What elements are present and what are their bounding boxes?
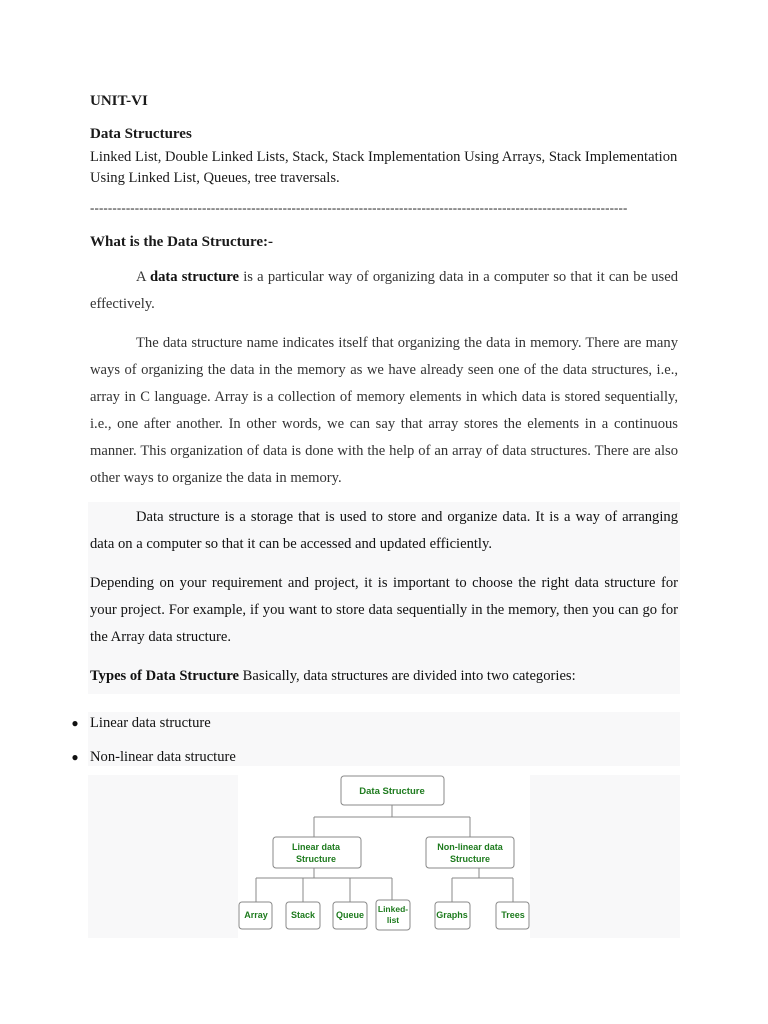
- graphs-node: [435, 902, 470, 929]
- bullet-icon: ●: [71, 716, 79, 730]
- bullet-text: Non-linear data structure: [90, 749, 236, 765]
- array-node: [239, 902, 272, 929]
- bullet-text: Linear data structure: [90, 715, 211, 731]
- linear-node: [273, 837, 361, 868]
- linear-label-line1: Linear data: [291, 842, 341, 852]
- paragraph-definition: [90, 264, 678, 318]
- trees-label: Trees: [501, 910, 525, 920]
- p1-pre: A: [136, 269, 150, 285]
- types-bullet-list: [60, 712, 236, 780]
- nonlinear-label-line1: Non-linear data: [437, 842, 503, 852]
- linear-label-line2: Structure: [295, 854, 337, 864]
- linked-list-node: [376, 900, 410, 930]
- nonlinear-node: [426, 837, 514, 868]
- list-item: [60, 712, 236, 746]
- paragraph-explanation: [90, 330, 678, 492]
- graphs-label: Graphs: [436, 910, 468, 920]
- array-label: Array: [244, 910, 268, 920]
- nonlinear-label-line2: Structure: [449, 854, 491, 864]
- p1-post: is a particular way of organizing data in a computer so that it can be used effectively.: [90, 269, 679, 312]
- topics-list: Linked List, Double Linked Lists, Stack, Stack Implementation Using Arrays, Stack Implementation Using Linked List, Queues, tree traversals.: [90, 149, 678, 186]
- p4-text: Depending on your requirement and project, it is important to choose the right data structure for your project. For example, if you want to store data sequentially in the memory, then you can go for the Array data structure.: [90, 575, 678, 645]
- question-heading: What is the Data Structure:-: [90, 234, 274, 250]
- root-label: Data Structure: [359, 786, 425, 797]
- p3-text: Data structure is a storage that is used to store and organize data. It is a way of arranging data on a computer so that it can be accessed and updated efficiently.: [90, 509, 678, 552]
- queue-label: Queue: [335, 910, 365, 920]
- stack-node: [286, 902, 320, 929]
- p1-bold: data structure: [149, 269, 240, 285]
- p2-text: The data structure name indicates itself that organizing the data in memory. There are many ways of organizing the data in the memory as we have already seen one of the data structures, i.e., array in C language. Array is a collection of memory elements in which data is stored sequentially, i.e., one after another. In other words, we can say that array stores the elements in a continuous manner. This organization of data is done with the help of an array of data structures. There are also other ways to organize the data in memory.: [90, 335, 678, 486]
- linked-list-label-line1: Linked-: [377, 904, 409, 914]
- section-title: Data Structures: [90, 126, 192, 142]
- paragraph-storage: [90, 504, 678, 558]
- data-structure-diagram: [238, 775, 530, 938]
- stack-label: Stack: [290, 910, 316, 920]
- root-node: [341, 776, 444, 805]
- linked-list-label-line2: list: [386, 915, 400, 925]
- p5-bold: Types of Data Structure: [90, 668, 240, 684]
- paragraph-types: [90, 663, 678, 690]
- p5-post: Basically, data structures are divided into two categories:: [239, 668, 576, 684]
- bullet-icon: ●: [71, 750, 79, 764]
- paragraph-requirement: [90, 570, 678, 651]
- trees-node: [496, 902, 529, 929]
- separator-line: ------------------------------------------------------------------------------------------------------------------------: [90, 200, 628, 215]
- queue-node: [333, 902, 367, 929]
- diagram-svg: [238, 775, 530, 938]
- unit-title: UNIT-VI: [90, 93, 148, 109]
